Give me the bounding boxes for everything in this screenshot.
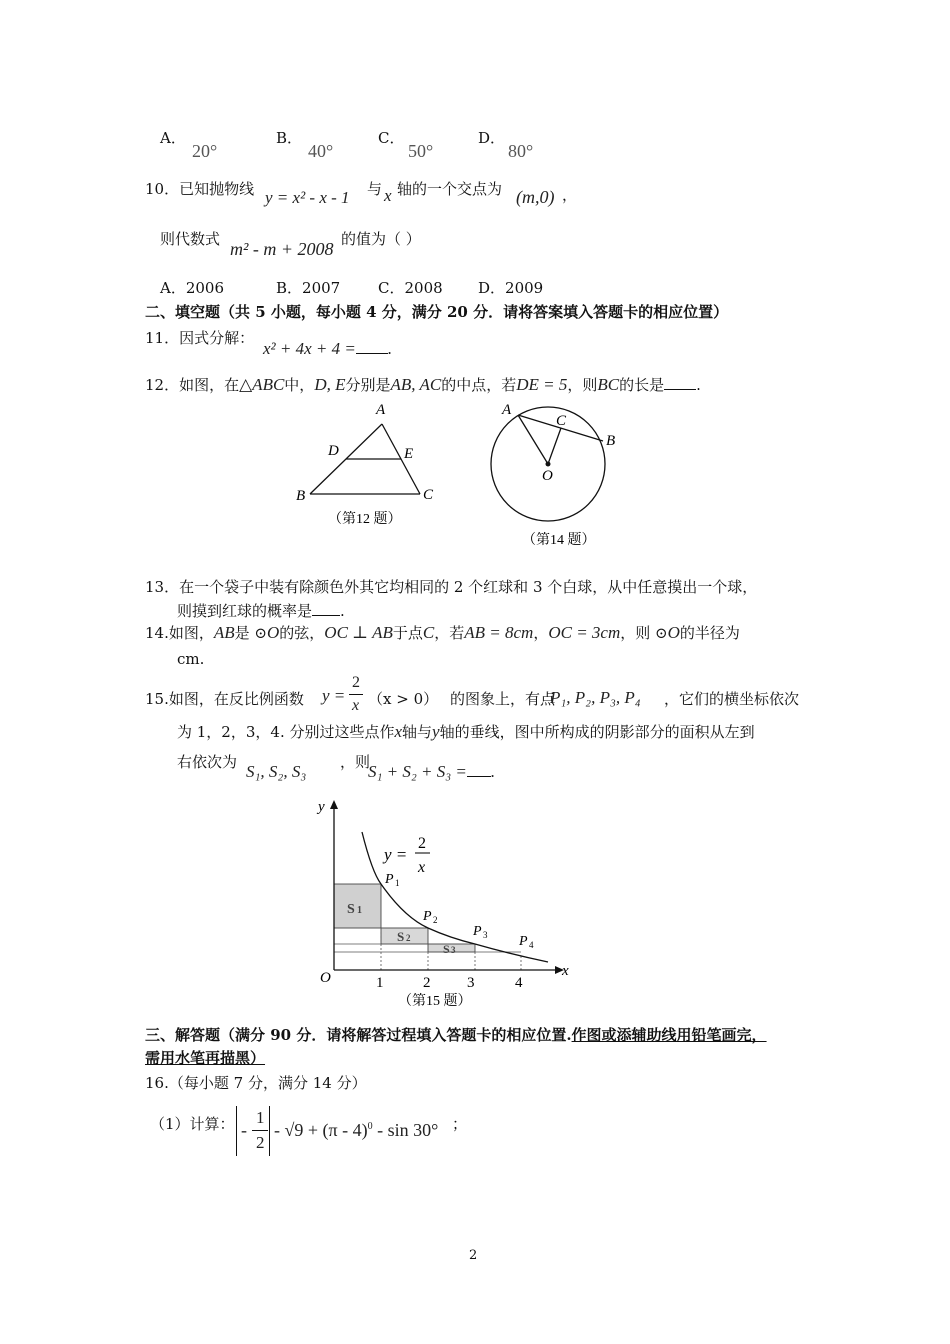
q11-number: 11． bbox=[145, 329, 180, 347]
fig15-s1: S bbox=[347, 902, 355, 917]
section2-heading: 二、填空题（共 5 小题，每小题 4 分，满分 20 分．请将答案填入答题卡的相应位置） bbox=[145, 303, 729, 321]
q15-frac-den: x bbox=[352, 697, 360, 714]
fig15-func-den: x bbox=[418, 859, 426, 876]
q16-line: 16.（每小题 7 分，满分 14 分） bbox=[145, 1074, 367, 1092]
q15-frac-num: 2 bbox=[352, 674, 360, 691]
q16-semicolon: ； bbox=[452, 1115, 468, 1133]
fig12-label-a: A bbox=[376, 402, 386, 418]
fig14-label-a: A bbox=[502, 402, 512, 418]
fig15-p1-sub: 1 bbox=[395, 878, 400, 888]
q12-line: 12．如图，在△ABC中，D, E分别是AB, AC的中点，若DE = 5，则BC的长是 . bbox=[145, 375, 701, 394]
q10-expr2: m² - m + 2008 bbox=[230, 239, 334, 259]
q10-line1: 10．已知抛物线 bbox=[145, 180, 255, 198]
fig12-label-d: D bbox=[328, 443, 339, 459]
fig12-label-b: B bbox=[296, 488, 306, 504]
fig15-p3-sub: 3 bbox=[483, 930, 488, 940]
fig12-label-e: E bbox=[404, 446, 414, 462]
q15-s-list: S₁, S₂, S₃ bbox=[246, 762, 307, 781]
q13-line2: 则摸到红球的概率是 . bbox=[177, 602, 345, 620]
q10-line2-b: 的值为（ ） bbox=[341, 230, 421, 248]
fig15-p2: P bbox=[423, 909, 432, 924]
q10-parabola-expr: y = x² - x - 1 bbox=[265, 188, 350, 207]
fig15-p2-sub: 2 bbox=[433, 915, 438, 925]
fig15-tick-2: 2 bbox=[423, 975, 431, 991]
figure-14 bbox=[482, 398, 632, 554]
q10-comma: ， bbox=[562, 186, 578, 204]
q10-text-b: 与 bbox=[367, 180, 383, 198]
fig15-tick-1: 1 bbox=[376, 975, 384, 991]
q9-option-b: B． bbox=[276, 129, 303, 147]
q16-sub1-label: （1）计算： bbox=[150, 1115, 235, 1133]
q15-s-sum: S₁ + S₂ + S₃ = . bbox=[368, 762, 496, 781]
q15-points: P₁, P₂, P₃, P₄ bbox=[550, 688, 641, 707]
q10-option-a: A．2006 bbox=[160, 279, 225, 297]
fig15-caption: （第15 题） bbox=[398, 994, 472, 1009]
q15-y-eq: y = bbox=[322, 686, 346, 705]
q9-option-c: C． bbox=[378, 129, 405, 147]
q16-abs-den: 2 bbox=[256, 1133, 265, 1152]
q10-point: (m,0) bbox=[516, 187, 555, 207]
q10-text-c: 轴的一个交点为 bbox=[397, 180, 503, 198]
q11-expr: x² + 4x + 4 = . bbox=[263, 339, 393, 358]
fig15-s2: S bbox=[397, 929, 405, 944]
fig15-p1: P bbox=[385, 872, 394, 887]
q9-option-c-value: 50° bbox=[408, 141, 434, 161]
section3-heading: 三、解答题（满分 90 分．请将解答过程填入答题卡的相应位置.作图或添辅助线用铅笔画完， bbox=[145, 1026, 767, 1044]
fig15-p3: P bbox=[473, 924, 482, 939]
q15-cond: （x > 0） bbox=[368, 690, 439, 708]
fig15-p4: P bbox=[519, 934, 528, 949]
q10-number: 10． bbox=[145, 180, 180, 198]
fig15-area-s2 bbox=[381, 928, 428, 944]
q16-abs-num: 1 bbox=[256, 1108, 265, 1127]
q10-option-b: B．2007 bbox=[276, 279, 341, 297]
q15-text-b: 的图象上，有点 bbox=[450, 690, 556, 708]
q9-option-d-value: 80° bbox=[508, 141, 534, 161]
fig15-func-num: 2 bbox=[418, 835, 426, 852]
q11-line: 11．因式分解： bbox=[145, 329, 255, 347]
q16-abs-minus: - bbox=[241, 1120, 247, 1140]
q15-line1-a: 15.如图，在反比例函数 bbox=[145, 690, 304, 708]
fig15-origin: O bbox=[320, 970, 331, 986]
fig15-s1-sub: 1 bbox=[357, 905, 362, 916]
q15-line2: 为 1，2，3，4. 分别过这些点作x轴与y轴的垂线，图中所构成的阴影部分的面积从左到 bbox=[177, 722, 755, 741]
fig15-s2-sub: 2 bbox=[406, 933, 411, 943]
q16-abs-right bbox=[269, 1106, 270, 1156]
fig12-label-c: C bbox=[423, 487, 434, 503]
q15-frac-bar bbox=[349, 694, 363, 695]
fig15-p4-sub: 4 bbox=[529, 940, 534, 950]
fig15-s3-sub: 3 bbox=[451, 945, 456, 955]
fig14-label-c: C bbox=[556, 413, 567, 429]
q10-var-x: x bbox=[384, 186, 392, 205]
fig15-axis-y: y bbox=[318, 799, 325, 815]
q9-option-a: A． bbox=[160, 129, 186, 147]
fig14-caption: （第14 题） bbox=[522, 533, 596, 548]
fig15-tick-3: 3 bbox=[467, 975, 475, 991]
q13-line1: 13．在一个袋子中装有除颜色外其它均相同的 2 个红球和 3 个白球，从中任意摸出一个球， bbox=[145, 578, 758, 596]
fig14-label-b: B bbox=[606, 433, 616, 449]
q9-option-a-value: 20° bbox=[192, 141, 218, 161]
figure-12 bbox=[290, 398, 450, 532]
q14-line2: cm. bbox=[177, 650, 205, 668]
fig12-caption: （第12 题） bbox=[328, 512, 402, 527]
fig15-tick-4: 4 bbox=[515, 975, 523, 991]
q16-expr: - √9 + (π - 4)$^0$ - sin 30° bbox=[274, 1120, 439, 1140]
q9-option-b-value: 40° bbox=[308, 141, 334, 161]
q10-option-c: C．2008 bbox=[378, 279, 443, 297]
figure-15 bbox=[300, 792, 600, 1010]
q14-line1: 14.如图，AB是 ⊙O的弦，OC ⊥ AB于点C，若AB = 8cm，OC = 3cm，则 ⊙O的半径为 bbox=[145, 623, 740, 642]
fig15-s3: S bbox=[443, 942, 450, 956]
q16-abs-bar bbox=[252, 1130, 268, 1131]
q15-text-c: ，它们的横坐标依次 bbox=[664, 690, 800, 708]
fig15-func-y: y = bbox=[384, 845, 408, 864]
q15-line3-a: 右依次为 bbox=[177, 753, 238, 771]
section3-heading-line2: 需用水笔再描黑） bbox=[145, 1049, 266, 1067]
fig14-label-o: O bbox=[542, 468, 553, 484]
fig15-axis-x: x bbox=[562, 963, 569, 979]
q15-line3-b: ，则 bbox=[340, 753, 371, 771]
q16-abs-left bbox=[236, 1106, 237, 1156]
page-number: 2 bbox=[469, 1248, 478, 1263]
q10-line2-a: 则代数式 bbox=[160, 230, 221, 248]
q10-option-d: D．2009 bbox=[478, 279, 544, 297]
q9-option-d: D． bbox=[478, 129, 506, 147]
